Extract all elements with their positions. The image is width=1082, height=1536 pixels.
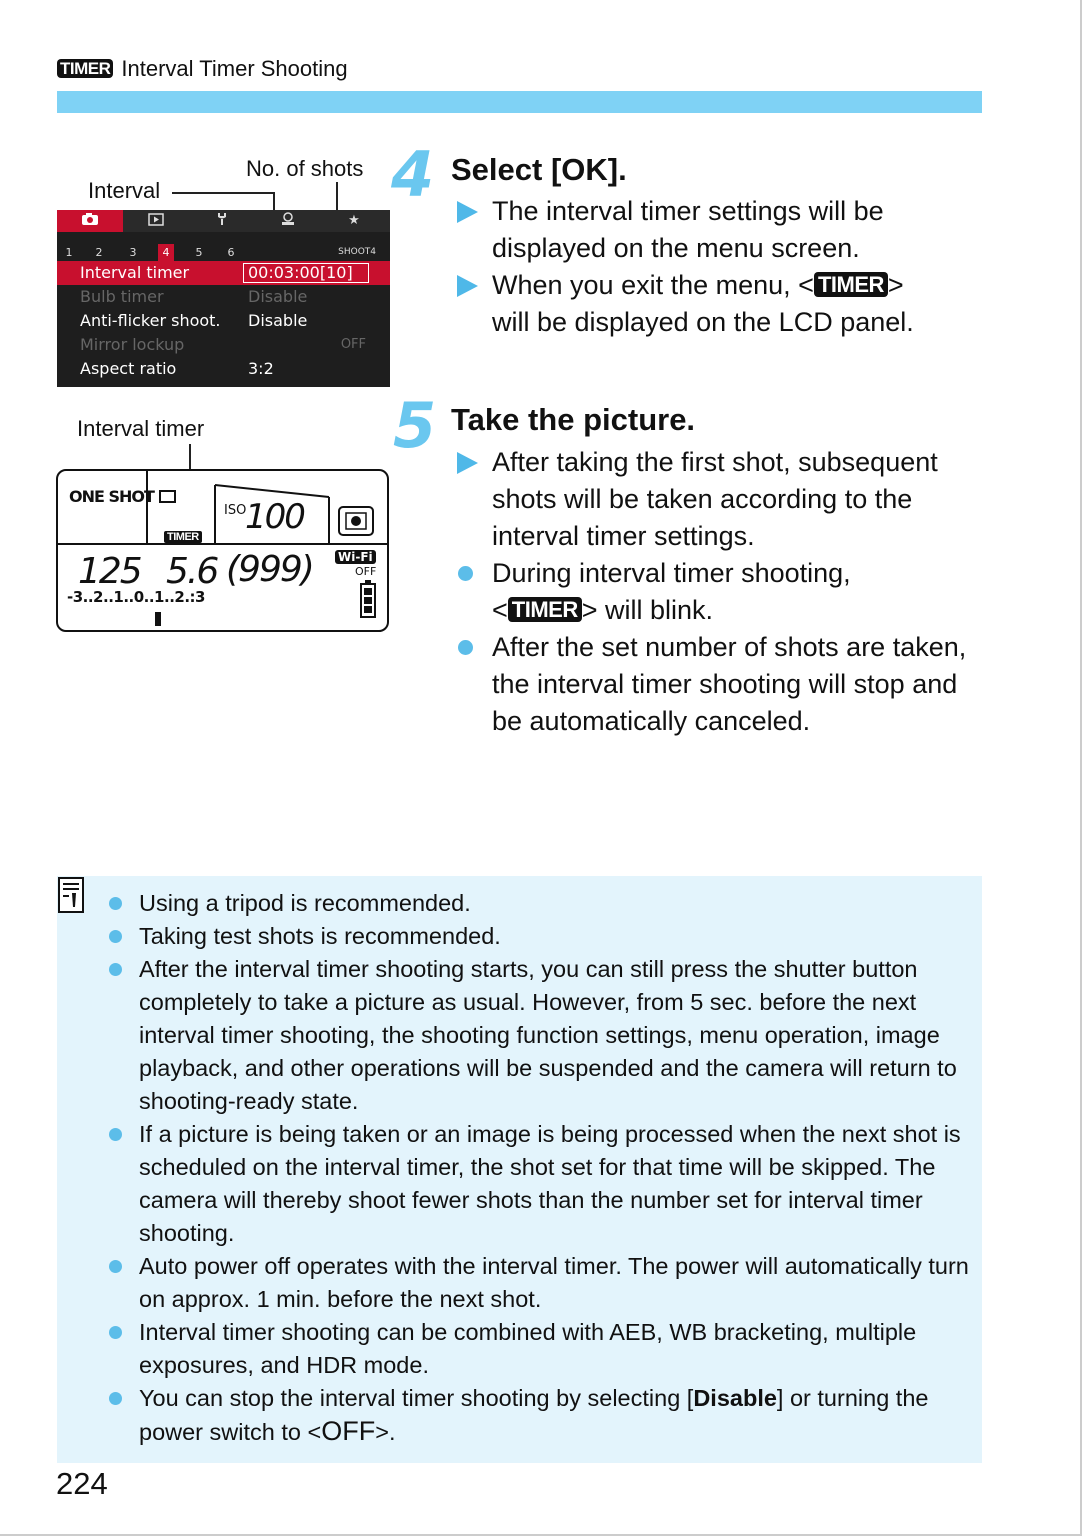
shoot-tab-label: SHOOT4 xyxy=(338,247,376,257)
bullet-item xyxy=(492,629,977,740)
arrow-bullet-icon xyxy=(457,275,478,297)
subtab-1: 1 xyxy=(65,246,73,259)
shutter-speed: 125 xyxy=(78,551,141,592)
wifi-state: OFF xyxy=(355,565,377,578)
setup-icon xyxy=(189,210,255,232)
bullet-text: During interval timer shooting, xyxy=(492,558,851,588)
menu-row-name: Mirror lockup xyxy=(80,335,185,354)
shots-value: 999 xyxy=(238,549,301,590)
custom-icon xyxy=(255,210,321,232)
off-label: OFF xyxy=(321,1416,376,1446)
timer-badge: TIMER xyxy=(57,59,113,78)
menu-row-mirror-lockup xyxy=(57,333,390,357)
callout-line xyxy=(172,192,275,194)
af-mode: ONE SHOT xyxy=(69,487,154,506)
lcd-timer-badge: TIMER xyxy=(164,525,202,544)
bullet-text: After the set number of shots are taken, the interval timer shooting will stop and be automatically canceled. xyxy=(492,632,967,736)
iso-label: ISO xyxy=(224,503,247,518)
bullet-text: After taking the first shot, subsequent shots will be taken according to the interval timer settings. xyxy=(492,447,938,551)
bullet-item xyxy=(492,444,977,555)
bullet-text: > xyxy=(887,270,904,300)
note-text: Using a tripod is recommended. xyxy=(139,890,471,916)
arrow-bullet-icon xyxy=(457,452,478,474)
menu-row-aspect-ratio xyxy=(57,357,390,381)
bullet-item xyxy=(492,193,962,267)
step5-bullets xyxy=(492,444,977,740)
bullet-item xyxy=(492,267,962,341)
note-item xyxy=(139,920,969,953)
dot-bullet-icon xyxy=(109,1128,122,1141)
menu-row-value: Disable xyxy=(248,311,308,330)
menu-tab-bar xyxy=(57,210,390,232)
lcd-panel xyxy=(56,469,389,632)
note-text: Interval timer shooting can be combined with AEB, WB bracketing, multiple exposures, and HDR mode. xyxy=(139,1319,917,1378)
notes-list xyxy=(139,887,969,1449)
dot-bullet-icon xyxy=(458,640,473,655)
header-rule xyxy=(57,91,982,113)
label-interval-timer: Interval timer xyxy=(77,416,205,441)
note-item xyxy=(139,1316,969,1382)
note-item xyxy=(139,1382,969,1449)
mymenu-icon: ★ xyxy=(348,213,360,228)
note-text: You can stop the interval timer shooting by selecting [ xyxy=(139,1385,694,1411)
bullet-text: will be displayed on the LCD panel. xyxy=(492,307,914,337)
menu-row-name: Bulb timer xyxy=(80,287,164,306)
dot-bullet-icon xyxy=(109,897,122,910)
note-item xyxy=(139,1250,969,1316)
single-shot-icon xyxy=(159,489,177,508)
bullet-text: The interval timer settings will be displayed on the menu screen. xyxy=(492,196,884,263)
exposure-scale: -3..2..1..0..1..2.:3 xyxy=(67,588,205,606)
section-title: Interval Timer Shooting xyxy=(121,56,348,81)
dot-bullet-icon xyxy=(458,566,473,581)
menu-row-name: Anti-flicker shoot. xyxy=(80,311,221,330)
camera-icon xyxy=(57,210,123,232)
subtab-5: 5 xyxy=(195,246,203,259)
page-number: 224 xyxy=(56,1466,108,1501)
note-bold-text: Disable xyxy=(693,1385,777,1411)
label-interval: Interval xyxy=(88,178,161,203)
dot-bullet-icon xyxy=(109,930,122,943)
note-text: Auto power off operates with the interval timer. The power will automatically turn on approx. 1 min. before the next shot. xyxy=(139,1253,969,1312)
dot-bullet-icon xyxy=(109,1260,122,1273)
subtab-6: 6 xyxy=(227,246,235,259)
timer-badge: TIMER xyxy=(814,272,888,297)
memo-icon xyxy=(58,877,84,918)
menu-row-name: Aspect ratio xyxy=(80,359,177,378)
bullet-item xyxy=(492,555,977,629)
step-number: 4 xyxy=(391,138,435,211)
camera-menu-screen xyxy=(57,210,390,387)
battery-icon xyxy=(359,579,377,623)
wifi-badge: Wi-Fi xyxy=(335,550,376,564)
menu-row-anti-flicker xyxy=(57,309,390,333)
note-text: Taking test shots is recommended. xyxy=(139,923,501,949)
shots-remaining: (999) xyxy=(226,549,313,590)
subtab-2: 2 xyxy=(95,246,103,259)
section-header xyxy=(57,56,348,82)
bullet-text: When you exit the menu, < xyxy=(492,270,814,300)
step-number: 5 xyxy=(393,389,437,462)
note-item xyxy=(139,1118,969,1250)
note-text: After the interval timer shooting starts, you can still press the shutter button completely to take a picture as usual. However, from 5 sec. before the next interval timer shooting, the shooting function settings, menu operation, image playback, and other operations will be suspended and the camera will return to shooting-ready state. xyxy=(139,956,957,1114)
label-no-of-shots: No. of shots xyxy=(246,156,364,181)
dot-bullet-icon xyxy=(109,963,122,976)
note-text: If a picture is being taken or an image is being processed when the next shot is scheduled on the interval timer, the shot set for that time will be skipped. The camera will thereby shoot fewer shots than the number set for interval timer shooting. xyxy=(139,1121,961,1246)
step-title: Select [OK]. xyxy=(451,152,627,187)
menu-row-value: 3:2 xyxy=(248,359,274,378)
menu-row-value: Disable xyxy=(248,287,308,306)
note-text: ] or turning the power switch to < xyxy=(139,1385,929,1445)
menu-row-value: 00:03:00[10] xyxy=(248,263,353,282)
note-item xyxy=(139,953,969,1118)
note-item xyxy=(139,887,969,920)
arrow-bullet-icon xyxy=(457,201,478,223)
dot-bullet-icon xyxy=(109,1392,122,1405)
subtab-4: 4 xyxy=(158,244,174,261)
note-text: >. xyxy=(375,1419,396,1445)
iso-value: 100 xyxy=(245,497,304,537)
menu-row-name: Interval timer xyxy=(80,263,190,282)
timer-badge: TIMER xyxy=(508,597,582,622)
step4-bullets xyxy=(492,193,962,341)
bullet-text: > will blink. xyxy=(581,595,714,625)
menu-row-bulb-timer xyxy=(57,285,390,309)
aperture: 5.6 xyxy=(166,551,218,592)
subtab-3: 3 xyxy=(129,246,137,259)
menu-row-value: OFF xyxy=(340,337,366,352)
dot-bullet-icon xyxy=(109,1326,122,1339)
step-title: Take the picture. xyxy=(451,402,696,437)
exposure-indicator xyxy=(155,611,161,630)
playback-icon xyxy=(123,210,189,232)
menu-row-interval-timer xyxy=(57,261,390,285)
bullet-text: < xyxy=(492,595,508,625)
